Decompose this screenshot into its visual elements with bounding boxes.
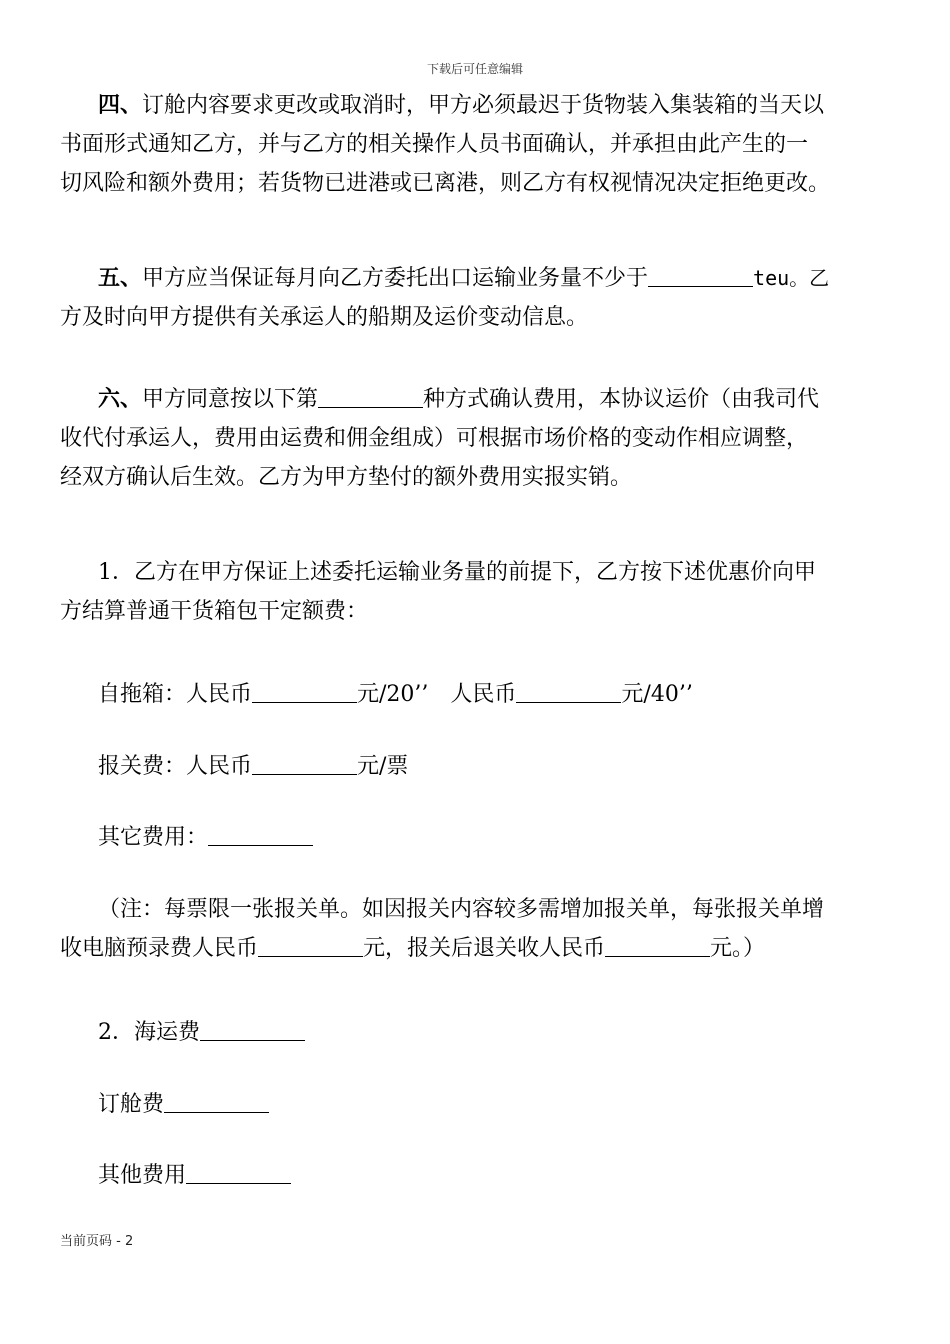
customs-fee-blank[interactable]: [252, 752, 357, 775]
section-5-line-1b: teu。乙: [753, 266, 830, 290]
tow-fee-line: [60, 675, 890, 714]
section-4-line-2: 书面形式通知乙方，并与乙方的相关操作人员书面确认，并承担由此产生的一: [60, 132, 809, 157]
section-4-line-3: 切风险和额外费用；若货物已进港或已离港，则乙方有权视情况决定拒绝更改。: [60, 171, 831, 196]
ocean-freight-line: [60, 1013, 890, 1052]
tow-fee-label: 自拖箱：人民币: [98, 682, 253, 707]
other-fees-2-line: [60, 1156, 890, 1195]
item-1: [60, 553, 890, 631]
preentry-fee-blank[interactable]: [258, 934, 363, 957]
other-fees-label: 其它费用：: [98, 825, 209, 850]
customs-fee-label: 报关费：人民币: [98, 754, 253, 779]
note: [60, 890, 890, 968]
section-6-line-1a: 甲方同意按以下第: [142, 387, 319, 412]
method-number-blank[interactable]: [318, 385, 423, 408]
section-6-line-2: 收代付承运人，费用由运费和佣金组成）可根据市场价格的变动作相应调整，: [60, 426, 809, 451]
tow-fee-40-blank[interactable]: [516, 680, 621, 703]
booking-fee-blank[interactable]: [164, 1090, 269, 1113]
item-1-line-1: 1．乙方在甲方保证上述委托运输业务量的前提下，乙方按下述优惠价向甲: [98, 560, 816, 585]
note-line-2c: 元。）: [710, 936, 766, 961]
other-fees-2-label: 其他费用: [98, 1163, 187, 1188]
section-4-heading: 四、: [98, 92, 143, 118]
other-fees-blank[interactable]: [208, 823, 313, 846]
other-fees-2-blank[interactable]: [186, 1161, 291, 1184]
ocean-freight-blank[interactable]: [200, 1018, 305, 1041]
customs-fee-line: [60, 747, 890, 786]
section-5-line-2: 方及时向甲方提供有关承运人的船期及运价变动信息。: [60, 305, 589, 330]
note-line-2b: 元，报关后退关收人民币: [363, 936, 606, 961]
customs-fee-unit: 元/票: [357, 754, 409, 779]
booking-fee-label: 订舱费: [98, 1092, 165, 1117]
section-6-line-3: 经双方确认后生效。乙方为甲方垫付的额外费用实报实销。: [60, 465, 633, 490]
tow-fee-unit-1: 元/20’’ 人民币: [357, 682, 517, 707]
section-6-heading: 六、: [98, 386, 143, 412]
teu-blank[interactable]: [648, 264, 753, 287]
section-4-line-1: 订舱内容要求更改或取消时，甲方必须最迟于货物装入集装箱的当天以: [142, 93, 825, 118]
section-5-heading: 五、: [98, 265, 143, 291]
page-footer: 当前页码 - 2: [60, 1234, 134, 1249]
section-5-line-1a: 甲方应当保证每月向乙方委托出口运输业务量不少于: [142, 266, 649, 291]
other-fees-line: [60, 818, 890, 857]
section-5: [60, 259, 890, 337]
section-6-line-1b: 种方式确认费用，本协议运价（由我司代: [423, 387, 820, 412]
tow-fee-unit-2: 元/40’’: [621, 682, 693, 707]
item-1-line-2: 方结算普通干货箱包干定额费：: [60, 599, 369, 624]
ocean-freight-label: 2．海运费: [98, 1020, 200, 1045]
note-line-1: （注：每票限一张报关单。如因报关内容较多需增加报关单，每张报关单增: [98, 897, 825, 922]
booking-fee-line: [60, 1085, 890, 1124]
section-6: [60, 380, 890, 497]
tow-fee-20-blank[interactable]: [252, 680, 357, 703]
cancel-fee-blank[interactable]: [605, 934, 710, 957]
section-4: [60, 86, 890, 203]
note-line-2a: 收电脑预录费人民币: [60, 936, 259, 961]
page-header: 下载后可任意编辑: [426, 62, 523, 76]
